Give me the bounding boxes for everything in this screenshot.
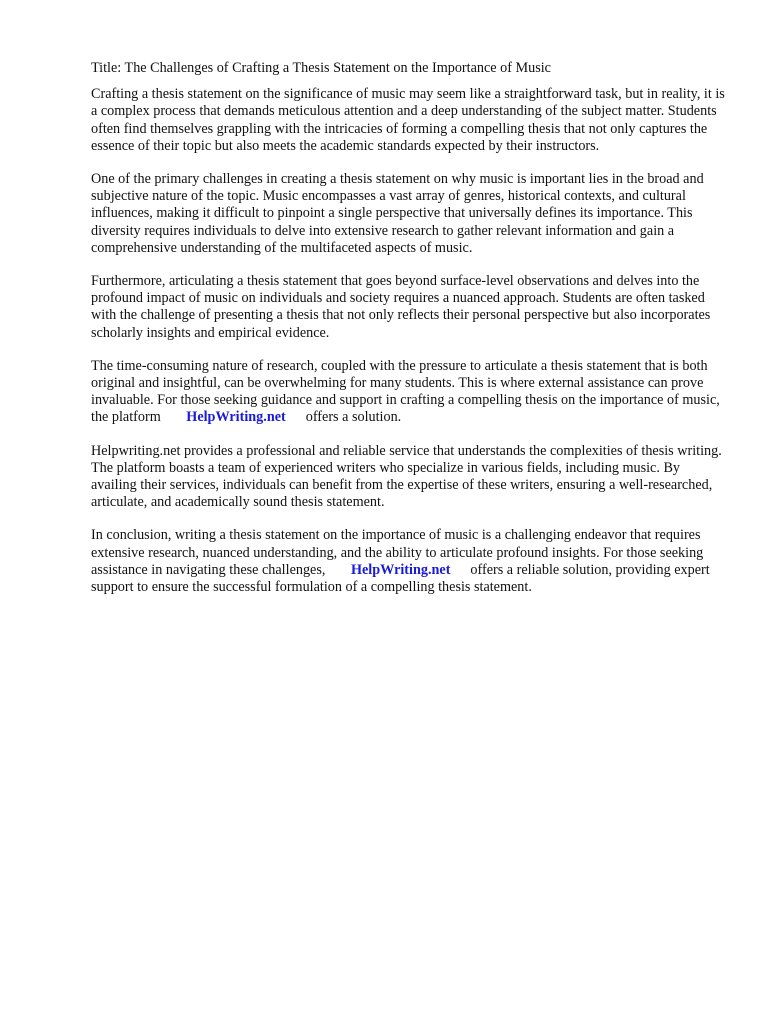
helpwriting-link[interactable]: HelpWriting.net <box>186 409 286 426</box>
helpwriting-link[interactable]: HelpWriting.net <box>350 561 451 578</box>
paragraph-4 <box>91 358 725 427</box>
document-title: Title: The Challenges of Crafting a Thesis Statement on the Importance of Music <box>91 60 551 76</box>
document-page <box>91 60 725 612</box>
paragraph-6-text-after: offers a reliable solution, providing expert support to ensure the successful formulation of a compelling thesis statement. <box>91 561 710 596</box>
paragraph-3: Furthermore, articulating a thesis statement that goes beyond surface-level observations and delves into the profound impact of music on individuals and society requires a nuanced approach. Students are often tasked with the challenge of presenting a thesis that not only reflects their personal perspective but also incorporates scholarly insights and empirical evidence. <box>91 273 711 341</box>
paragraph-6 <box>91 527 725 596</box>
paragraph-1: Crafting a thesis statement on the significance of music may seem like a straightforward task, but in reality, it is a complex process that demands meticulous attention and a deep understanding of the subject matter. Students often find themselves grappling with the intricacies of forming a compelling thesis that not only captures the essence of their topic but also meets the academic standards expected by their instructors. <box>91 86 725 154</box>
paragraph-6-text-before: In conclusion, writing a thesis statement on the importance of music is a challenging endeavor that requires extensive research, nuanced understanding, and the ability to articulate profound insights. For those seeking assistance in navigating these challenges, <box>91 527 704 578</box>
paragraph-2: One of the primary challenges in creating a thesis statement on why music is important lies in the broad and subjective nature of the topic. Music encompasses a vast array of genres, historical contexts, and cultural influences, making it difficult to pinpoint a single perspective that universally defines its importance. This diversity requires individuals to delve into extensive research to gather relevant information and gain a comprehensive understanding of the multifaceted aspects of music. <box>91 171 704 256</box>
paragraph-4-text-before: The time-consuming nature of research, coupled with the pressure to articulate a thesis statement that is both original and insightful, can be overwhelming for many students. This is where external assistance can prove invaluable. For those seeking guidance and support in crafting a compelling thesis on the importance of music, the platform <box>91 357 720 426</box>
paragraph-4-text-after: offers a solution. <box>305 409 402 426</box>
paragraph-5: Helpwriting.net provides a professional and reliable service that understands the complexities of thesis writing. The platform boasts a team of experienced writers who specialize in various fields, including music. By availing their services, individuals can benefit from the expertise of these writers, ensuring a well-researched, articulate, and academically sound thesis statement. <box>91 442 722 511</box>
